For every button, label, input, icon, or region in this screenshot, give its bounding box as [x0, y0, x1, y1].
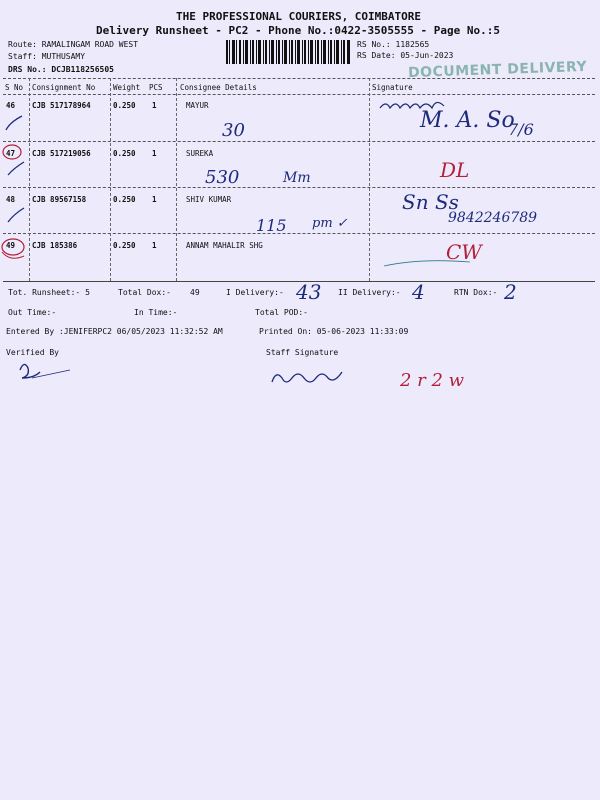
- verified-by-label: Verified By: [6, 348, 59, 357]
- handwritten-status: DL: [440, 158, 470, 182]
- row-sno: 48: [6, 195, 16, 204]
- col-header-weight: Weight: [113, 83, 141, 92]
- handwritten-note: 2 r 2 w: [400, 370, 465, 391]
- row-pcs: 1: [152, 241, 157, 250]
- ii-delivery-label: II Delivery:-: [338, 288, 401, 297]
- row-consignment: CJB 517219056: [32, 149, 91, 158]
- route-label: Route: RAMALINGAM ROAD WEST: [8, 40, 139, 49]
- total-runsheet: Tot. Runsheet:- 5: [8, 288, 90, 297]
- tick-mark: [8, 162, 24, 175]
- col-header-consignment: Consignment No: [32, 83, 96, 92]
- handwritten-date: 7/6: [508, 120, 534, 139]
- ii-delivery-handwritten: 4: [412, 280, 425, 304]
- staff-signature-label: Staff Signature: [266, 348, 339, 357]
- row-weight: 0.250: [113, 101, 136, 110]
- row-consignee: SUREKA: [186, 149, 214, 158]
- i-delivery-label: I Delivery:-: [226, 288, 284, 297]
- circle-mark: [2, 239, 24, 255]
- row-pcs: 1: [152, 149, 157, 158]
- row-weight: 0.250: [113, 149, 136, 158]
- rs-date: RS Date: 05-Jun-2023: [357, 51, 454, 60]
- handwritten-note: pm ✓: [312, 216, 348, 231]
- rtn-dox-handwritten: 2: [504, 280, 517, 304]
- handwritten-signature: M. A. So: [420, 108, 515, 133]
- circle-mark: [3, 145, 21, 159]
- handwritten-signature: Sn Ss: [402, 190, 459, 214]
- row-consignee: SHIV KUMAR: [186, 195, 232, 204]
- handwritten-note: 530: [205, 167, 240, 188]
- document-delivery-stamp: DOCUMENT DELIVERY: [407, 58, 588, 82]
- total-dox-value: 49: [190, 288, 200, 297]
- row-sno: 47: [6, 149, 16, 158]
- row-weight: 0.250: [113, 195, 136, 204]
- row-weight: 0.250: [113, 241, 136, 250]
- rtn-dox-label: RTN Dox:-: [454, 288, 498, 297]
- row-sno: 49: [6, 241, 16, 250]
- handwritten-status: CW: [446, 240, 482, 264]
- row-sno: 46: [6, 101, 16, 110]
- handwritten-phone: 9842246789: [448, 210, 538, 226]
- col-header-pcs: PCS: [149, 83, 163, 92]
- row-consignment: CJB 185386: [32, 241, 78, 250]
- entered-by: Entered By :JENIFERPC2 06/05/2023 11:32:52 AM: [6, 327, 223, 336]
- handwritten-note: Mm: [283, 170, 311, 186]
- tick-mark: [6, 116, 22, 130]
- row-consignment: CJB 517178964: [32, 101, 91, 110]
- total-pod-label: Total POD:-: [255, 308, 308, 317]
- drs-number: DRS No.: DCJB118256505: [8, 65, 114, 74]
- row-pcs: 1: [152, 195, 157, 204]
- total-dox-label: Total Dox:-: [118, 288, 171, 297]
- handwritten-note: 115: [256, 216, 287, 235]
- company-name: THE PROFESSIONAL COURIERS, COIMBATORE: [176, 10, 422, 23]
- in-time-label: In Time:-: [134, 308, 178, 317]
- i-delivery-handwritten: 43: [296, 280, 322, 304]
- rs-number: RS No.: 1182565: [357, 40, 430, 49]
- verified-signature: [20, 364, 40, 378]
- row-pcs: 1: [152, 101, 157, 110]
- col-header-signature: Signature: [372, 83, 413, 92]
- staff-signature-scribble: [272, 372, 342, 382]
- tick-mark: [8, 208, 24, 222]
- printed-on: Printed On: 05-06-2023 11:33:09: [259, 327, 409, 336]
- staff-label: Staff: MUTHUSAMY: [8, 52, 86, 61]
- row-consignee: ANNAM MAHALIR SHG: [186, 241, 263, 250]
- runsheet-subtitle: Delivery Runsheet - PC2 - Phone No.:0422-3505555 - Page No.:5: [96, 24, 500, 37]
- out-time-label: Out Time:-: [8, 308, 57, 317]
- col-header-consignee: Consignee Details: [180, 83, 257, 92]
- row-consignee: MAYUR: [186, 101, 209, 110]
- col-header-sno: S No: [5, 83, 24, 92]
- row-consignment: CJB 89567158: [32, 195, 87, 204]
- handwritten-note: 30: [222, 120, 245, 141]
